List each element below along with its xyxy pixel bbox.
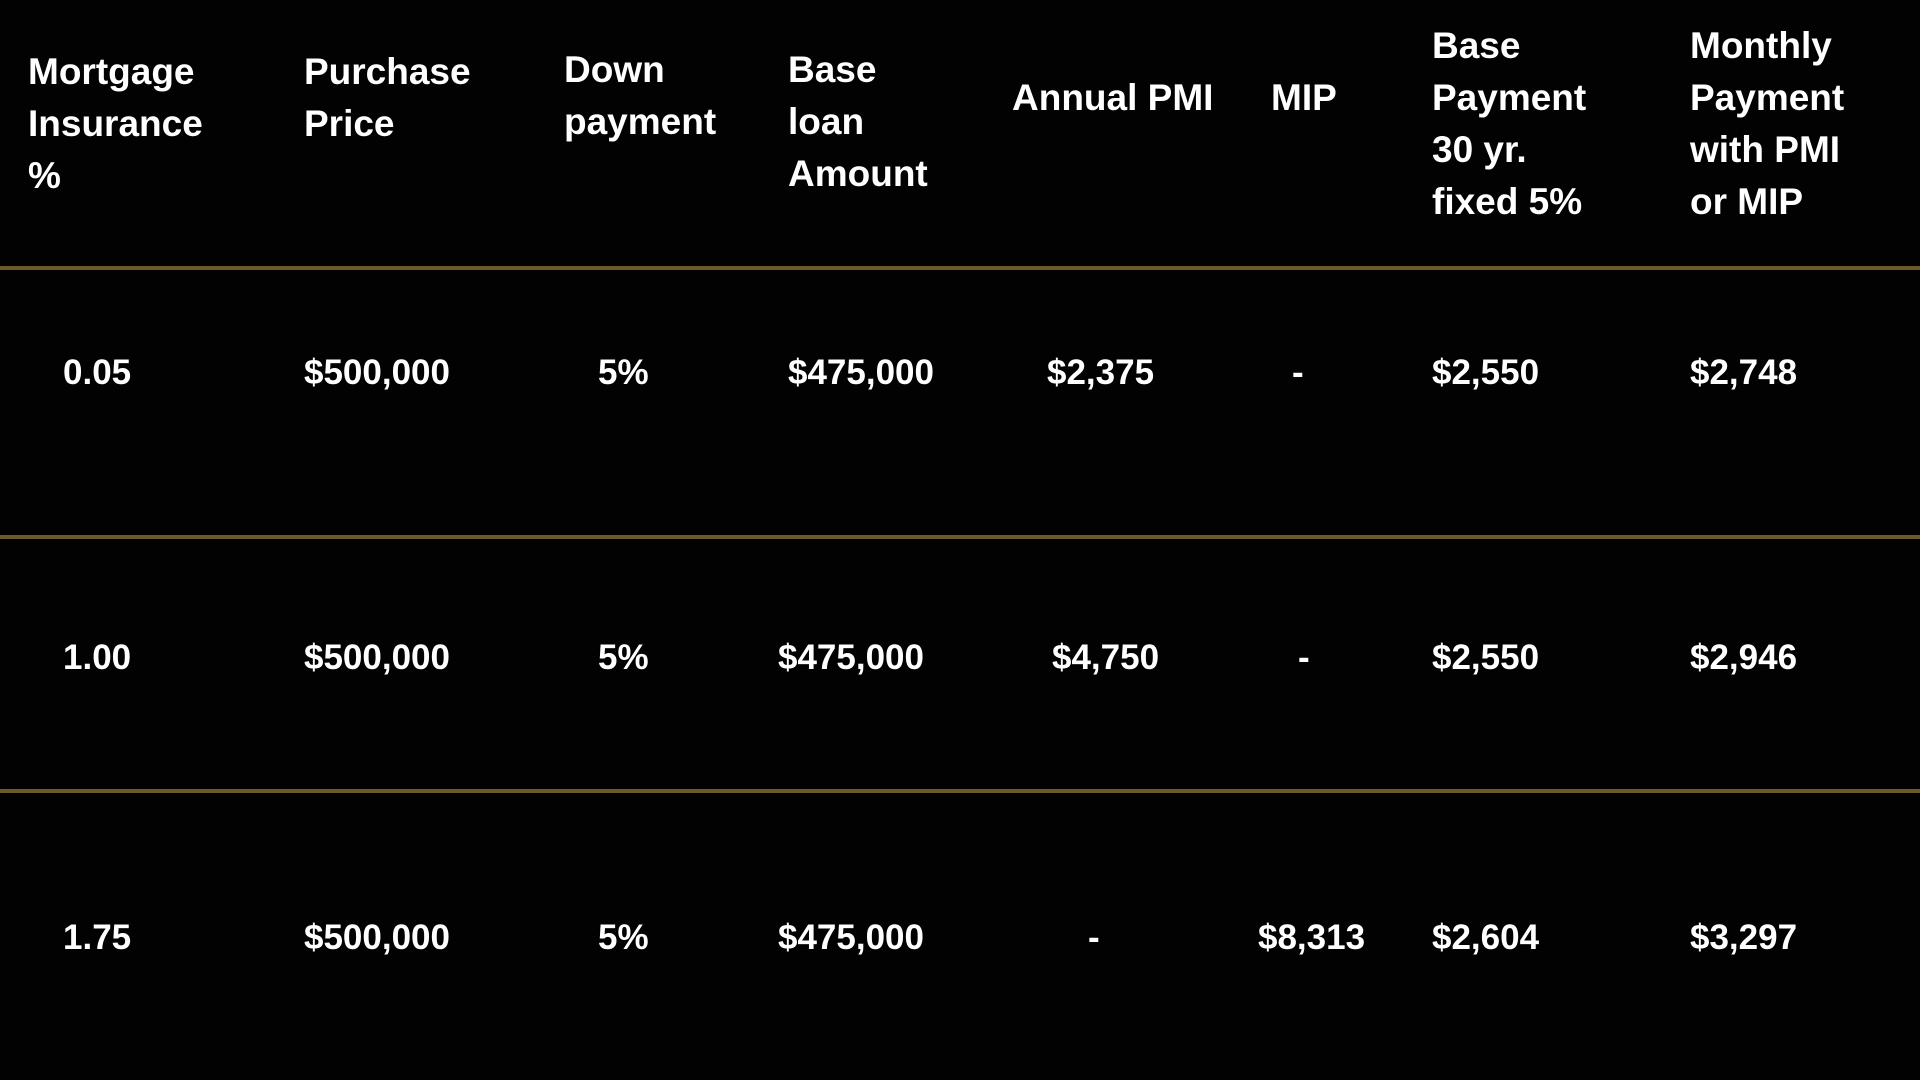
cell-monthly-payment: $3,297 [1690, 918, 1798, 957]
cell-base-payment: $2,550 [1432, 638, 1540, 677]
header-base-loan-amount: Base loan Amount [788, 49, 928, 194]
row-divider [0, 789, 1920, 793]
cell-down-payment: 5% [598, 918, 649, 957]
cell-down-payment: 5% [598, 353, 649, 392]
cell-mortgage-insurance-pct: 0.05 [63, 353, 132, 392]
cell-purchase-price: $500,000 [304, 638, 450, 677]
cell-mortgage-insurance-pct: 1.00 [63, 638, 132, 677]
row-divider [0, 266, 1920, 270]
header-mip: MIP [1271, 77, 1337, 118]
cell-base-payment: $2,550 [1432, 353, 1540, 392]
header-monthly-payment: Monthly Payment with PMI or MIP [1690, 25, 1845, 222]
cell-base-loan-amount: $475,000 [788, 353, 934, 392]
cell-mip: - [1292, 353, 1304, 392]
header-base-payment: Base Payment 30 yr. fixed 5% [1432, 25, 1587, 222]
cell-monthly-payment: $2,748 [1690, 353, 1798, 392]
cell-mortgage-insurance-pct: 1.75 [63, 918, 132, 957]
cell-mip: $8,313 [1258, 918, 1366, 957]
cell-annual-pmi: - [1088, 918, 1100, 957]
header-mortgage-insurance-pct: Mortgage Insurance % [28, 51, 203, 196]
cell-mip: - [1298, 638, 1310, 677]
row-divider [0, 535, 1920, 539]
cell-purchase-price: $500,000 [304, 353, 450, 392]
header-annual-pmi: Annual PMI [1012, 77, 1214, 118]
cell-purchase-price: $500,000 [304, 918, 450, 957]
header-down-payment: Down payment [564, 49, 717, 142]
header-purchase-price: Purchase Price [304, 51, 471, 144]
cell-annual-pmi: $2,375 [1047, 353, 1155, 392]
cell-base-loan-amount: $475,000 [778, 638, 924, 677]
cell-monthly-payment: $2,946 [1690, 638, 1798, 677]
cell-down-payment: 5% [598, 638, 649, 677]
cell-base-loan-amount: $475,000 [778, 918, 924, 957]
cell-base-payment: $2,604 [1432, 918, 1540, 957]
cell-annual-pmi: $4,750 [1052, 638, 1160, 677]
